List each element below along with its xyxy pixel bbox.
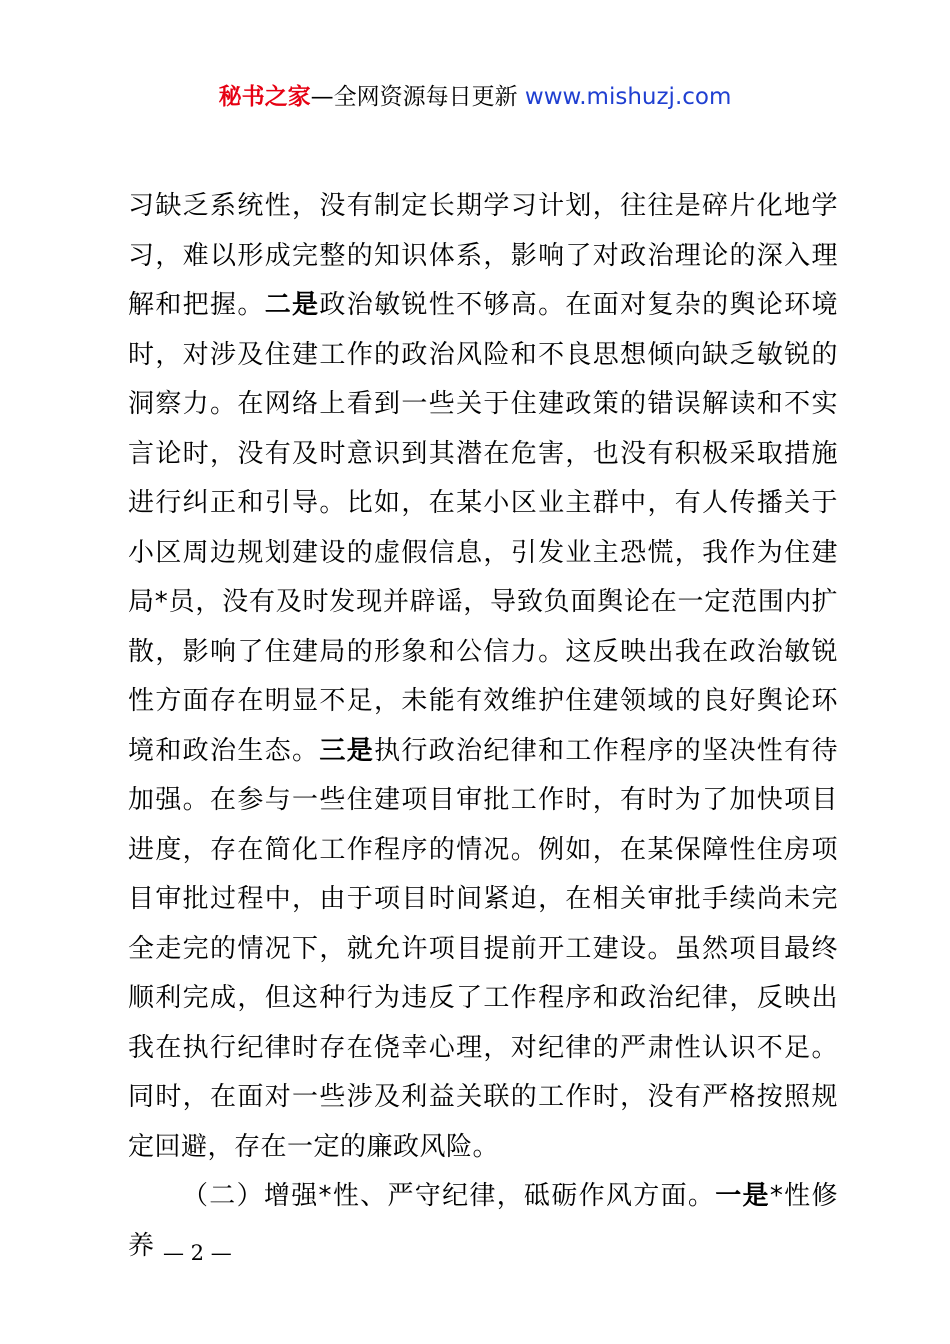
paragraph-1-text-b: 政治敏锐性不够高。在面对复杂的舆论环境时，对涉及住建工作的政治风险和不良思想倾向缺乏敏锐的洞察力。在网络上看到一些关于住建政策的错误解读和不实言论时，没有及时意识到其潜在危害，也没有积极采取措施进行纠正和引导。比如，在某小区业主群中，有人传播关于小区周边规划建设的虚假信息，引发业主恐慌，我作为住建局*员，没有及时发现并辟谣，导致负面舆论在一定范围内扩散，影响了住建局的形象和公信力。这反映出我在政治敏锐性方面存在明显不足，未能有效维护住建领域的良好舆论环境和政治生态。 (128, 290, 838, 766)
paragraph-1-text-c: 执行政治纪律和工作程序的坚决性有待加强。在参与一些住建项目审批工作时，有时为了加快项目进度，存在简化工作程序的情况。例如，在某保障性住房项目审批过程中，由于项目时间紧迫，在相关审批手续尚未完全走完的情况下，就允许项目提前开工建设。虽然项目最终顺利完成，但这种行为违反了工作程序和政治纪律，反映出我在执行纪律时存在侥幸心理，对纪律的严肃性认识不足。同时，在面对一些涉及利益关联的工作时，没有严格按照规定回避，存在一定的廉政风险。 (128, 735, 838, 1162)
page-number: — 2 — (163, 1241, 232, 1265)
paragraph-1 (128, 182, 838, 1172)
paragraph-2-keyword-first: 一是 (715, 1181, 770, 1211)
site-header (0, 82, 950, 112)
site-tagline: —全网资源每日更新 (310, 84, 525, 110)
paragraph-2 (128, 1172, 838, 1271)
paragraph-2-text-b: *性修养 (128, 1181, 838, 1261)
document-body (128, 182, 838, 1271)
site-brand: 秘书之家 (218, 84, 311, 110)
paragraph-1-text-a: 习缺乏系统性，没有制定长期学习计划，往往是碎片化地学习，难以形成完整的知识体系，影响了对政治理论的深入理解和把握。 (128, 191, 838, 320)
paragraph-2-text-a: （二）增强*性、严守纪律，砥砺作风方面。 (182, 1181, 716, 1211)
site-url-link[interactable]: www.mishuzj.com (524, 84, 732, 110)
paragraph-1-keyword-third: 三是 (319, 735, 375, 766)
paragraph-1-keyword-second: 二是 (264, 290, 320, 320)
